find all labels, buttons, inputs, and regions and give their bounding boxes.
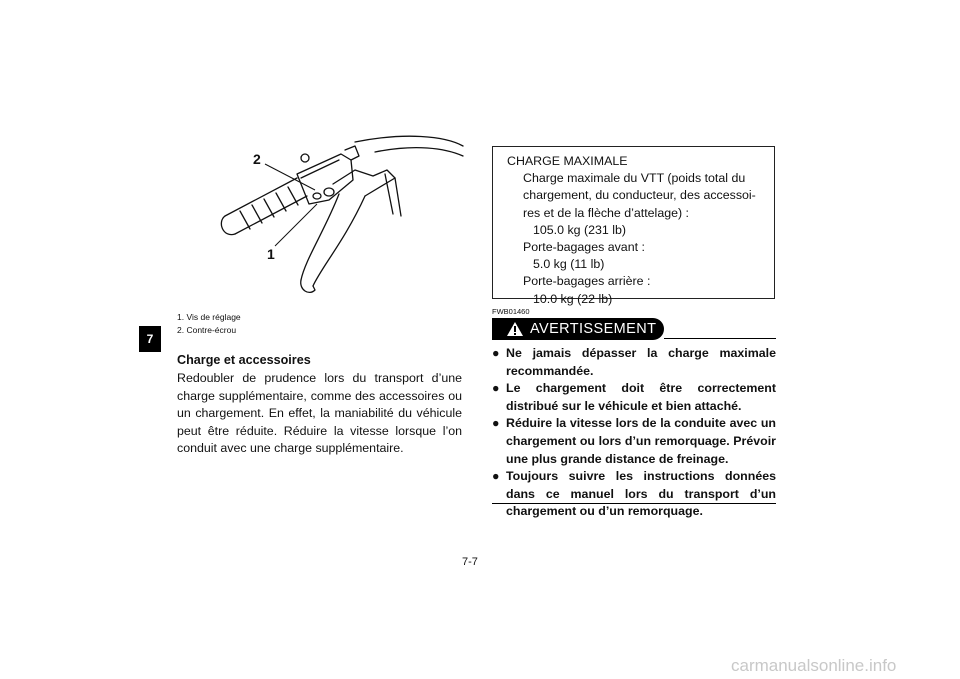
- spec-heading: CHARGE MAXIMALE: [507, 154, 628, 168]
- warning-rule-top: [664, 338, 776, 339]
- warning-badge: [492, 318, 664, 340]
- warning-item: [492, 468, 776, 521]
- callout-2: 2: [253, 151, 261, 167]
- spec-line: res et de la flèche d’attelage) :: [523, 205, 689, 220]
- caption-2: [177, 324, 241, 337]
- warning-item: [492, 345, 776, 380]
- warning-item-text: Le chargement doit être correctement distribué sur le véhicule et bien attaché.: [506, 381, 776, 413]
- spec-value: 105.0 kg (231 lb): [533, 222, 626, 237]
- watermark: carmanualsonline.info: [731, 656, 897, 675]
- bullet-icon: ●: [492, 469, 500, 484]
- caption-text: Vis de réglage: [186, 312, 241, 322]
- spec-line: chargement, du conducteur, des accessoi-: [523, 188, 756, 203]
- callout-1: 1: [267, 246, 275, 262]
- warning-list: [492, 345, 776, 521]
- bullet-icon: ●: [492, 381, 500, 396]
- caption-number: 1.: [177, 312, 185, 322]
- page-number: 7-7: [462, 556, 478, 568]
- section-title: Charge et accessoires: [177, 353, 311, 367]
- warning-item-text: Réduire la vitesse lors de la conduite avec un chargement ou lors d’un remorquage. Prévoir une plus grande distance de freinage.: [506, 416, 776, 466]
- bullet-icon: ●: [492, 416, 500, 431]
- warning-label: AVERTISSEMENT: [530, 321, 657, 337]
- section-body: Redoubler de prudence lors du transport d’une charge supplémentaire, comme des accessoires ou un chargement. En effet, la maniabilité du véhicule peut être réduite. Réduire la vitesse lorsque l’on conduit avec une charge supplémentaire.: [177, 371, 462, 455]
- max-load-box: [492, 146, 775, 306]
- warning-item-text: Toujours suivre les instructions données dans ce manuel lors du transport d’un chargement ou d’un remorquage.: [506, 469, 776, 519]
- spec-value: 5.0 kg (11 lb): [533, 257, 605, 272]
- warning-code: FWB01460: [492, 307, 530, 316]
- warning-triangle-icon: [506, 321, 524, 337]
- spec-value: 10.0 kg (22 lb): [533, 291, 613, 306]
- warning-item: [492, 415, 776, 468]
- spec-line: Porte-bagages arrière :: [523, 274, 651, 289]
- bullet-icon: ●: [492, 346, 500, 360]
- warning-item-text: Ne jamais dépasser la charge maximale recommandée.: [506, 346, 776, 378]
- warning-rule-bottom: [492, 503, 776, 504]
- caption-1: [177, 311, 241, 324]
- caption-text: Contre-écrou: [186, 325, 237, 335]
- warning-item: [492, 380, 776, 415]
- handlebar-lever-illustration: [205, 130, 465, 302]
- caption-number: 2.: [177, 325, 185, 335]
- spec-line: Porte-bagages avant :: [523, 240, 645, 255]
- chapter-tab: 7: [139, 326, 161, 352]
- figure-captions: [177, 311, 241, 337]
- spec-line: Charge maximale du VTT (poids total du: [523, 171, 746, 186]
